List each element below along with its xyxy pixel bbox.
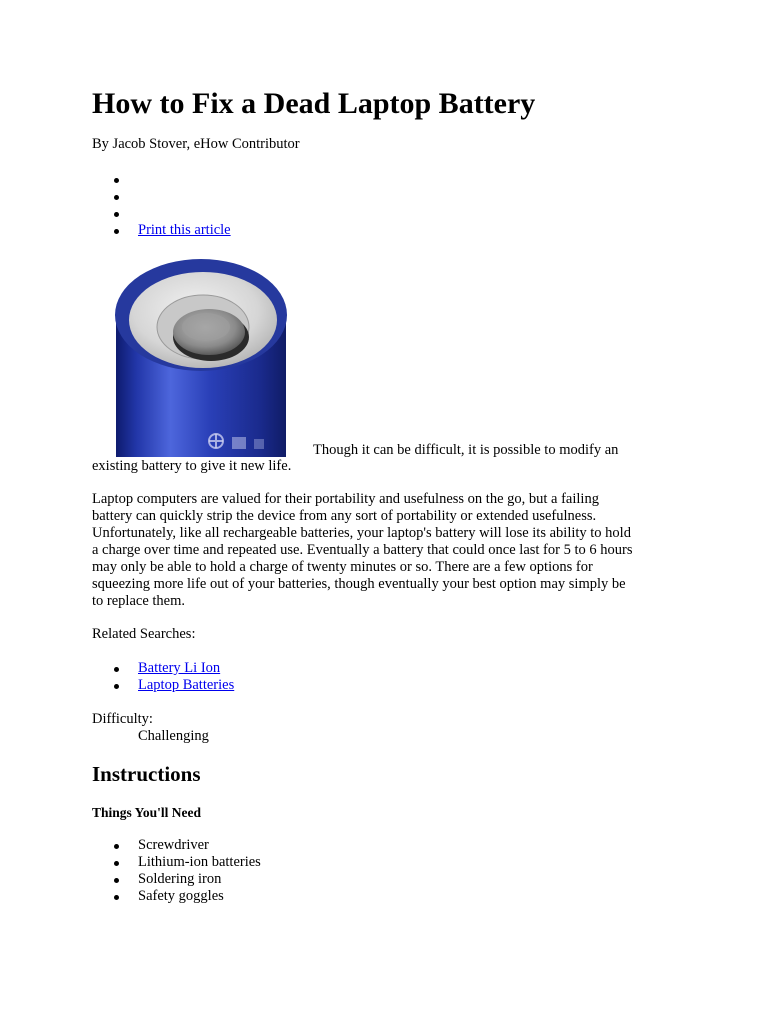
- print-article-link[interactable]: Print this article: [138, 222, 231, 238]
- difficulty-label: Difficulty:: [92, 711, 153, 727]
- things-needed-list: [92, 837, 261, 905]
- paragraph-line: to replace them.: [92, 593, 185, 609]
- bullet-icon: [114, 229, 119, 234]
- related-link-laptop-batteries[interactable]: Laptop Batteries: [138, 677, 235, 693]
- bullet-icon: [114, 895, 119, 900]
- difficulty-value: Challenging: [138, 728, 209, 744]
- photo-caption-line-2: existing battery to give it new life.: [92, 458, 292, 474]
- paragraph-line: may only be able to hold a charge of twenty minutes or so. There are a few options for: [92, 559, 593, 575]
- related-searches-list: [92, 660, 234, 694]
- paragraph-line: Unfortunately, like all rechargeable batteries, your laptop's battery will lose its ability to hold: [92, 525, 631, 541]
- bullet-icon: [114, 878, 119, 883]
- paragraph-line: Laptop computers are valued for their portability and usefulness on the go, but a failing: [92, 491, 599, 507]
- bullet-icon: [114, 667, 119, 672]
- related-searches-label: Related Searches:: [92, 626, 196, 642]
- photo-caption-line-1: Though it can be difficult, it is possible to modify an: [313, 442, 619, 458]
- bullet-icon: [114, 212, 119, 217]
- share-item-2: [92, 188, 231, 205]
- list-item-label: Soldering iron: [138, 871, 222, 887]
- share-links-list: [92, 171, 231, 239]
- related-item: [92, 677, 234, 694]
- related-item: [92, 660, 234, 677]
- list-item: [92, 837, 261, 854]
- share-item-1: [92, 171, 231, 188]
- list-item: [92, 888, 261, 905]
- bullet-icon: [114, 861, 119, 866]
- bullet-icon: [114, 195, 119, 200]
- byline: By Jacob Stover, eHow Contributor: [92, 136, 300, 152]
- list-item-label: Lithium-ion batteries: [138, 854, 261, 870]
- bullet-icon: [114, 178, 119, 183]
- bullet-icon: [114, 844, 119, 849]
- paragraph-line: battery can quickly strip the device from any sort of portability or extended usefulness.: [92, 508, 597, 524]
- list-item-label: Screwdriver: [138, 837, 209, 853]
- related-link-battery-li-ion[interactable]: Battery Li Ion: [138, 660, 221, 676]
- bullet-icon: [114, 684, 119, 689]
- things-needed-heading: Things You'll Need: [92, 805, 202, 820]
- list-item: [92, 854, 261, 871]
- share-item-3: [92, 205, 231, 222]
- list-item: [92, 871, 261, 888]
- paragraph-line: a charge over time and repeated use. Eventually a battery that could once last for 5 to 6 hours: [92, 542, 633, 558]
- list-item-label: Safety goggles: [138, 888, 224, 904]
- article-title: How to Fix a Dead Laptop Battery: [92, 87, 536, 120]
- instructions-heading: Instructions: [92, 762, 201, 786]
- intro-paragraph: [92, 491, 632, 610]
- battery-photo: [92, 255, 310, 457]
- share-item-print: [92, 222, 231, 239]
- paragraph-line: squeezing more life out of your batteries, though eventually your best option may simply be: [92, 576, 626, 592]
